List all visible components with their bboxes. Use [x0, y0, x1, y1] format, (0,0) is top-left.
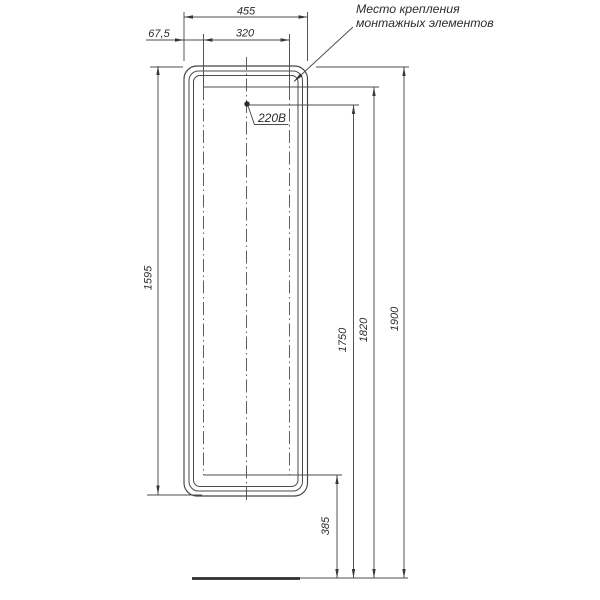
dim-label-1820: 1820	[358, 317, 370, 343]
arrowhead	[281, 38, 290, 41]
dim-label-1900: 1900	[389, 306, 401, 332]
power-label: 220В	[258, 111, 287, 125]
arrowhead	[204, 38, 213, 41]
arrowhead	[402, 67, 405, 76]
mirror-outline	[184, 66, 308, 496]
arrowhead	[372, 569, 375, 578]
arrowhead	[335, 569, 338, 578]
arrowhead	[184, 15, 193, 18]
arrowhead	[335, 475, 338, 484]
extension-lines	[147, 12, 409, 495]
arrowhead	[402, 569, 405, 578]
dim-label-455: 455	[236, 5, 256, 18]
dimension-labels	[143, 6, 402, 536]
mirror-outer-contour	[184, 66, 308, 496]
mirror-middle-contour	[189, 71, 303, 491]
arrowhead	[352, 569, 355, 578]
annotation-line1: Место крепления	[356, 2, 460, 16]
dim-label-385: 385	[320, 516, 332, 536]
annotation-text	[356, 2, 494, 30]
annotation-leader	[294, 27, 353, 82]
arrowhead	[156, 486, 159, 495]
annotation-line2: монтажных элементов	[356, 16, 494, 30]
dim-label-1595: 1595	[142, 265, 155, 291]
dim-label-67-5: 67,5	[148, 28, 170, 40]
dim-label-1750: 1750	[337, 327, 349, 353]
arrowhead	[299, 15, 308, 18]
arrowhead	[352, 105, 355, 114]
leader-line	[294, 27, 353, 82]
dim-label-320: 320	[235, 27, 255, 40]
mirror-inner-contour	[194, 76, 299, 487]
floor-line	[192, 578, 408, 579]
arrowhead	[372, 87, 375, 96]
arrowhead	[175, 38, 184, 41]
power-point-dot	[244, 101, 249, 106]
dimension-lines	[146, 17, 404, 578]
